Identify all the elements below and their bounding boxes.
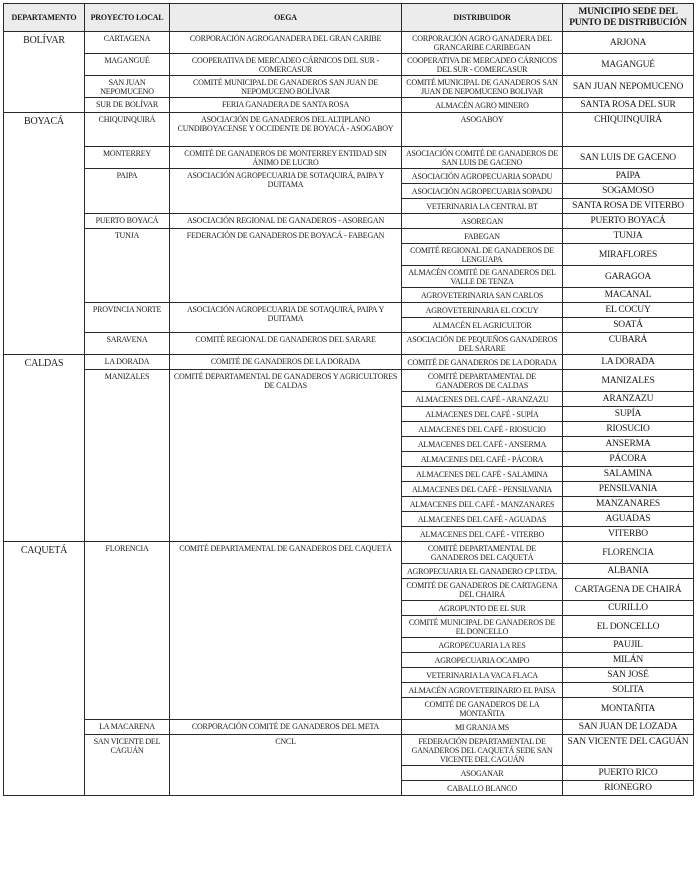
- cell-distribuidor: VETERINARIA LA CENTRAL BT: [402, 199, 563, 214]
- cell-distribuidor: ALMACENES DEL CAFÉ - MANZANARES: [402, 497, 563, 512]
- cell-oega: ASOCIACIÓN DE GANADEROS DEL ALTIPLANO CUNDIBOYACENSE Y OCCIDENTE DE BOYACÁ - ASOGABOY: [170, 113, 402, 147]
- cell-proyecto-local: LA DORADA: [85, 355, 170, 370]
- cell-distribuidor: COMITÉ DEPARTAMENTAL DE GANADEROS DE CALDAS: [402, 370, 563, 392]
- table-row: [4, 214, 694, 229]
- cell-oega: COMITÉ REGIONAL DE GANADEROS DEL SARARE: [170, 333, 402, 355]
- cell-distribuidor: ALMACENES DEL CAFÉ - VITERBO: [402, 527, 563, 542]
- cell-municipio: GARAGOA: [563, 266, 694, 288]
- cell-municipio: PAIPA: [563, 169, 694, 184]
- cell-distribuidor: CABALLO BLANCO: [402, 781, 563, 796]
- cell-municipio: LA DORADA: [563, 355, 694, 370]
- cell-distribuidor: ASOCIACIÓN DE PEQUEÑOS GANADEROS DEL SARARE: [402, 333, 563, 355]
- cell-municipio: CHIQUINQUIRÁ: [563, 113, 694, 147]
- cell-distribuidor: FEDERACIÓN DEPARTAMENTAL DE GANADEROS DEL CAQUETÁ SEDE SAN VICENTE DEL CAGUÁN: [402, 735, 563, 766]
- cell-proyecto-local: LA MACARENA: [85, 720, 170, 735]
- cell-distribuidor: ALMACENES DEL CAFÉ - PENSILVANIA: [402, 482, 563, 497]
- cell-oega: ASOCIACIÓN AGROPECUARIA DE SOTAQUIRÁ, PAIPA Y DUITAMA: [170, 169, 402, 214]
- cell-distribuidor: AGROPECUARIA LA RES: [402, 638, 563, 653]
- cell-municipio: MANZANARES: [563, 497, 694, 512]
- cell-distribuidor: ALMACÉN COMITÉ DE GANADEROS DEL VALLE DE TENZA: [402, 266, 563, 288]
- cell-proyecto-local: CHIQUINQUIRÁ: [85, 113, 170, 147]
- cell-distribuidor: AGROPECUARIA OCAMPO: [402, 653, 563, 668]
- header-departamento: DEPARTAMENTO: [4, 4, 85, 32]
- table-row: [4, 54, 694, 76]
- cell-distribuidor: COMITÉ DE GANADEROS DE CARTAGENA DEL CHAIRÁ: [402, 579, 563, 601]
- cell-oega: CNCL: [170, 735, 402, 796]
- cell-proyecto-local: SUR DE BOLÍVAR: [85, 98, 170, 113]
- cell-municipio: PUERTO RICO: [563, 766, 694, 781]
- cell-proyecto-local: SAN VICENTE DEL CAGUÁN: [85, 735, 170, 796]
- cell-oega: FERIA GANADERA DE SANTA ROSA: [170, 98, 402, 113]
- cell-oega: COOPERATIVA DE MERCADEO CÁRNICOS DEL SUR - COMERCASUR: [170, 54, 402, 76]
- cell-oega: ASOCIACIÓN AGROPECUARIA DE SOTAQUIRÁ, PAIPA Y DUITAMA: [170, 303, 402, 333]
- cell-proyecto-local: MAGANGUÉ: [85, 54, 170, 76]
- cell-municipio: EL COCUY: [563, 303, 694, 318]
- cell-municipio: VITERBO: [563, 527, 694, 542]
- cell-distribuidor: ASOCIACIÓN AGROPECUARIA SOPADU: [402, 169, 563, 184]
- table-row: [4, 113, 694, 147]
- table-body: [4, 32, 694, 796]
- document-page: [3, 3, 694, 796]
- table-row: [4, 735, 694, 766]
- cell-proyecto-local: PUERTO BOYACÁ: [85, 214, 170, 229]
- table-row: [4, 76, 694, 98]
- cell-municipio: SOGAMOSO: [563, 184, 694, 199]
- cell-municipio: PAUJIL: [563, 638, 694, 653]
- table-row: [4, 720, 694, 735]
- table-row: [4, 542, 694, 564]
- cell-distribuidor: ALMACENES DEL CAFÉ - SALAMINA: [402, 467, 563, 482]
- table-row: [4, 98, 694, 113]
- cell-distribuidor: ASOGANAR: [402, 766, 563, 781]
- cell-oega: COMITÉ DEPARTAMENTAL DE GANADEROS Y AGRICULTORES DE CALDAS: [170, 370, 402, 542]
- cell-municipio: SAN VICENTE DEL CAGUÁN: [563, 735, 694, 766]
- header-distribuidor: DISTRIBUIDOR: [402, 4, 563, 32]
- cell-oega: CORPORACIÓN COMITÉ DE GANADEROS DEL META: [170, 720, 402, 735]
- cell-municipio: MANIZALES: [563, 370, 694, 392]
- table-row: [4, 370, 694, 392]
- cell-distribuidor: ASOGABOY: [402, 113, 563, 147]
- cell-distribuidor: ALMACÉN AGROVETERINARIO EL PAISA: [402, 683, 563, 698]
- cell-municipio: ARJONA: [563, 32, 694, 54]
- cell-distribuidor: ALMACÉN AGRO MINERO: [402, 98, 563, 113]
- cell-distribuidor: ALMACENES DEL CAFÉ - SUPÍA: [402, 407, 563, 422]
- cell-municipio: CURILLO: [563, 601, 694, 616]
- table-row: [4, 355, 694, 370]
- table-row: [4, 303, 694, 318]
- cell-proyecto-local: TUNJA: [85, 229, 170, 303]
- cell-municipio: RIONEGRO: [563, 781, 694, 796]
- cell-proyecto-local: MANIZALES: [85, 370, 170, 542]
- table-row: [4, 32, 694, 54]
- cell-distribuidor: ALMACENES DEL CAFÉ - RIOSUCIO: [402, 422, 563, 437]
- cell-municipio: MONTAÑITA: [563, 698, 694, 720]
- cell-distribuidor: COMITÉ DEPARTAMENTAL DE GANADEROS DEL CAQUETÁ: [402, 542, 563, 564]
- cell-municipio: PENSILVANIA: [563, 482, 694, 497]
- cell-oega: ASOCIACIÓN REGIONAL DE GANADEROS - ASOREGAN: [170, 214, 402, 229]
- distribution-points-table: [3, 3, 694, 796]
- cell-distribuidor: ASOCIACIÓN COMITÉ DE GANADEROS DE SAN LUIS DE GACENO: [402, 147, 563, 169]
- cell-proyecto-local: FLORENCIA: [85, 542, 170, 720]
- table-row: [4, 169, 694, 184]
- cell-distribuidor: ALMACÉN EL AGRICULTOR: [402, 318, 563, 333]
- cell-municipio: RIOSUCIO: [563, 422, 694, 437]
- cell-municipio: TUNJA: [563, 229, 694, 244]
- cell-distribuidor: ASOREGAN: [402, 214, 563, 229]
- cell-municipio: SANTA ROSA DE VITERBO: [563, 199, 694, 214]
- cell-distribuidor: ALMACENES DEL CAFÉ - AGUADAS: [402, 512, 563, 527]
- cell-municipio: EL DONCELLO: [563, 616, 694, 638]
- cell-municipio: SAN JUAN NEPOMUCENO: [563, 76, 694, 98]
- cell-distribuidor: AGROPUNTO DE EL SUR: [402, 601, 563, 616]
- cell-departamento: CAQUETÁ: [4, 542, 85, 796]
- cell-oega: COMITÉ DE GANADEROS DE LA DORADA: [170, 355, 402, 370]
- header-proyecto-local: PROYECTO LOCAL: [85, 4, 170, 32]
- cell-distribuidor: AGROVETERINARIA SAN CARLOS: [402, 288, 563, 303]
- cell-municipio: SAN LUIS DE GACENO: [563, 147, 694, 169]
- cell-municipio: FLORENCIA: [563, 542, 694, 564]
- cell-proyecto-local: SAN JUAN NEPOMUCENO: [85, 76, 170, 98]
- cell-municipio: SOATÁ: [563, 318, 694, 333]
- cell-municipio: ARANZAZU: [563, 392, 694, 407]
- cell-distribuidor: COMITÉ REGIONAL DE GANADEROS DE LENGUAPA: [402, 244, 563, 266]
- cell-distribuidor: COMITÉ DE GANADEROS DE LA DORADA: [402, 355, 563, 370]
- table-header: [4, 4, 694, 32]
- cell-distribuidor: ASOCIACIÓN AGROPECUARIA SOPADU: [402, 184, 563, 199]
- cell-distribuidor: AGROVETERINARIA EL COCUY: [402, 303, 563, 318]
- cell-municipio: SUPÍA: [563, 407, 694, 422]
- cell-proyecto-local: SARAVENA: [85, 333, 170, 355]
- cell-municipio: MACANAL: [563, 288, 694, 303]
- cell-municipio: SOLITA: [563, 683, 694, 698]
- cell-oega: COMITÉ DEPARTAMENTAL DE GANADEROS DEL CAQUETÁ: [170, 542, 402, 720]
- cell-distribuidor: ALMACENES DEL CAFÉ - ARANZAZU: [402, 392, 563, 407]
- cell-municipio: MILÁN: [563, 653, 694, 668]
- cell-distribuidor: COOPERATIVA DE MERCADEO CÁRNICOS DEL SUR - COMERCASUR: [402, 54, 563, 76]
- table-row: [4, 229, 694, 244]
- cell-distribuidor: ALMACENES DEL CAFÉ - ANSERMA: [402, 437, 563, 452]
- cell-departamento: CALDAS: [4, 355, 85, 542]
- cell-municipio: SAN JOSÉ: [563, 668, 694, 683]
- cell-distribuidor: COMITÉ MUNICIPAL DE GANADEROS DE EL DONCELLO: [402, 616, 563, 638]
- cell-proyecto-local: PROVINCIA NORTE: [85, 303, 170, 333]
- cell-municipio: SAN JUAN DE LOZADA: [563, 720, 694, 735]
- header-oega: OEGA: [170, 4, 402, 32]
- cell-municipio: MAGANGUÉ: [563, 54, 694, 76]
- cell-oega: CORPORACIÓN AGROGANADERA DEL GRAN CARIBE: [170, 32, 402, 54]
- cell-municipio: ALBANIA: [563, 564, 694, 579]
- cell-municipio: SANTA ROSA DEL SUR: [563, 98, 694, 113]
- cell-municipio: SALAMINA: [563, 467, 694, 482]
- cell-proyecto-local: PAIPA: [85, 169, 170, 214]
- table-row: [4, 333, 694, 355]
- cell-distribuidor: VETERINARIA LA VACA FLACA: [402, 668, 563, 683]
- cell-departamento: BOLÍVAR: [4, 32, 85, 113]
- cell-municipio: CARTAGENA DE CHAIRÁ: [563, 579, 694, 601]
- cell-proyecto-local: MONTERREY: [85, 147, 170, 169]
- cell-oega: COMITÉ DE GANADEROS DE MONTERREY ENTIDAD SIN ÁNIMO DE LUCRO: [170, 147, 402, 169]
- cell-distribuidor: ALMACENES DEL CAFÉ - PÁCORA: [402, 452, 563, 467]
- cell-distribuidor: COMITÉ DE GANADEROS DE LA MONTAÑITA: [402, 698, 563, 720]
- cell-oega: COMITÉ MUNICIPAL DE GANADEROS SAN JUAN DE NEPOMUCENO BOLÍVAR: [170, 76, 402, 98]
- cell-proyecto-local: CARTAGENA: [85, 32, 170, 54]
- cell-oega: FEDERACIÓN DE GANADEROS DE BOYACÁ - FABEGAN: [170, 229, 402, 303]
- cell-distribuidor: CORPORACIÓN AGRO GANADERA DEL GRANCARIBE CARIBEGAN: [402, 32, 563, 54]
- cell-distribuidor: MI GRANJA MS: [402, 720, 563, 735]
- table-row: [4, 147, 694, 169]
- header-municipio: MUNICIPIO SEDE DEL PUNTO DE DISTRIBUCIÓN: [563, 4, 694, 32]
- cell-distribuidor: AGROPECUARIA EL GANADERO CP LTDA.: [402, 564, 563, 579]
- cell-departamento: BOYACÁ: [4, 113, 85, 355]
- header-row: [4, 4, 694, 32]
- cell-municipio: ANSERMA: [563, 437, 694, 452]
- cell-municipio: PUERTO BOYACÁ: [563, 214, 694, 229]
- cell-municipio: PÁCORA: [563, 452, 694, 467]
- cell-municipio: AGUADAS: [563, 512, 694, 527]
- cell-distribuidor: COMITÉ MUNICIPAL DE GANADEROS SAN JUAN DE NEPOMUCENO BOLIVAR: [402, 76, 563, 98]
- cell-municipio: CUBARÁ: [563, 333, 694, 355]
- cell-municipio: MIRAFLORES: [563, 244, 694, 266]
- cell-distribuidor: FABEGAN: [402, 229, 563, 244]
